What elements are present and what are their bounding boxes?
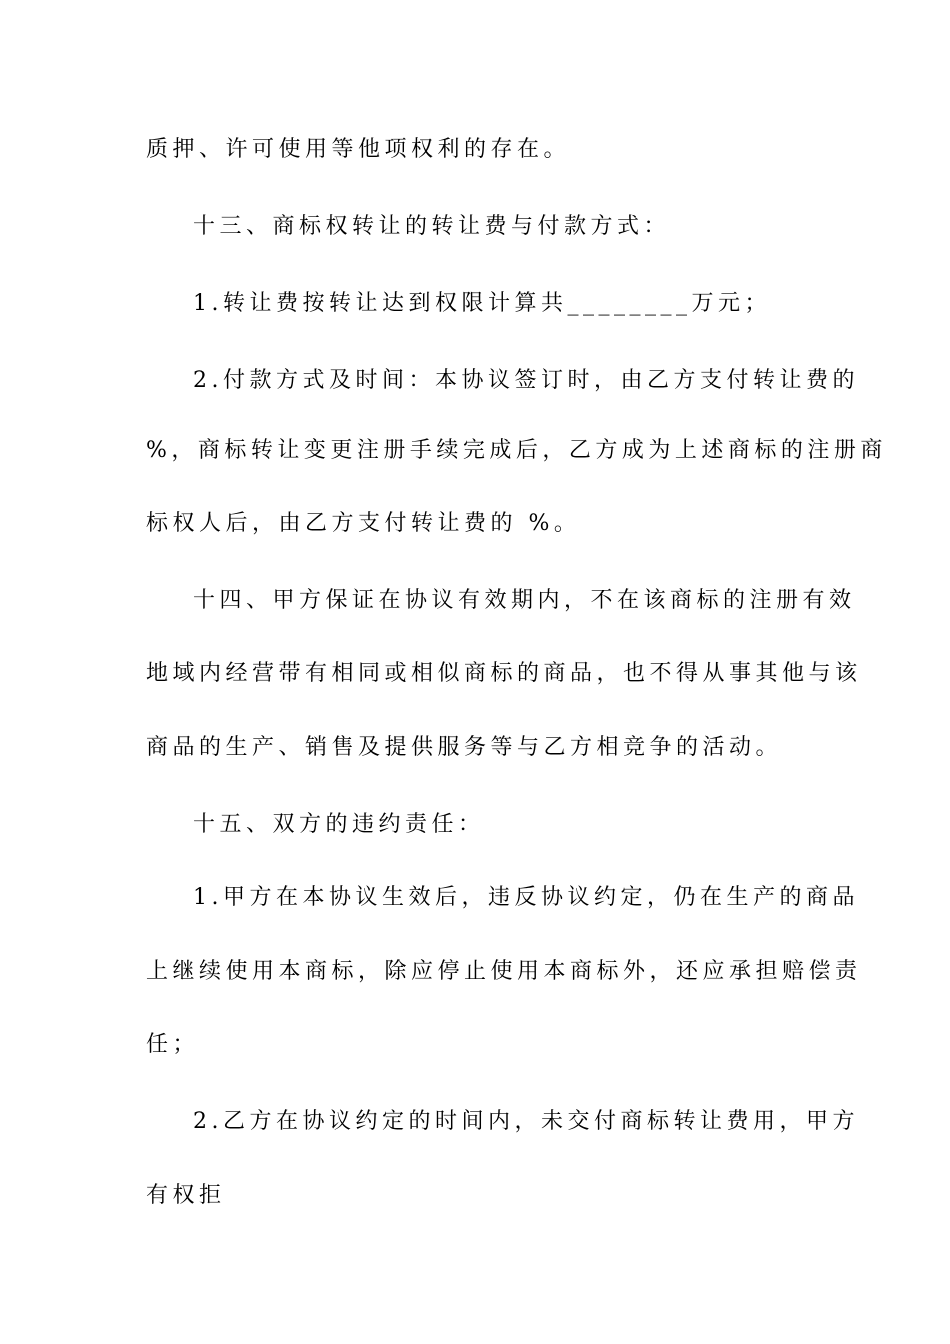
paragraph-line: 任； [146,1032,200,1057]
clause-13-2: 2.付款方式及时间：本协议签订时，由乙方支付转让费的 [193,368,859,393]
paragraph-line: 标权人后，由乙方支付转让费的 %。 [146,511,581,536]
section-heading-15: 十五、双方的违约责任： [193,812,485,837]
section-heading-13: 十三、商标权转让的转让费与付款方式： [193,214,671,239]
section-heading-14: 十四、甲方保证在协议有效期内，不在该商标的注册有效 [193,588,856,613]
clause-13-1: 1.转让费按转让达到权限计算共________万元； [193,291,771,316]
paragraph-line: 质押、许可使用等他项权利的存在。 [146,137,571,162]
paragraph-line: 商品的生产、销售及提供服务等与乙方相竞争的活动。 [146,735,783,760]
clause-15-1: 1.甲方在本协议生效后，违反协议约定，仍在生产的商品 [193,885,859,910]
clause-15-2: 2.乙方在协议约定的时间内，未交付商标转让费用，甲方 [193,1109,859,1134]
paragraph-line: 地域内经营带有相同或相似商标的商品，也不得从事其他与该 [146,661,862,686]
paragraph-line: 有权拒 [146,1183,226,1208]
paragraph-line: 上继续使用本商标，除应停止使用本商标外，还应承担赔偿责 [146,959,862,984]
paragraph-line: %，商标转让变更注册手续完成后，乙方成为上述商标的注册商 [146,438,887,463]
